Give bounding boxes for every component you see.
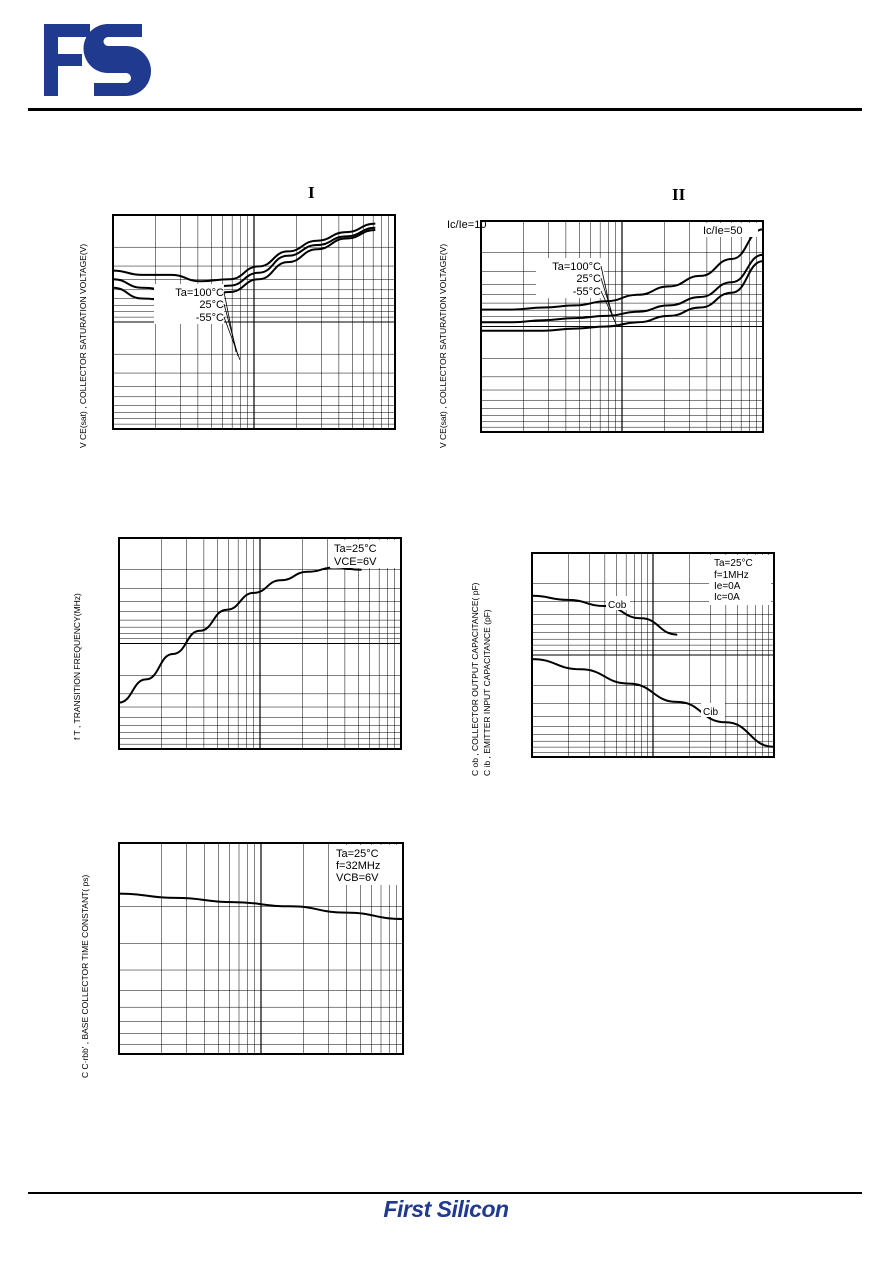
- chart1-legend-box: Ic/Ie=10: [447, 219, 487, 231]
- chart4-ylabel-cob: C ob , COLLECTOR OUTPUT CAPACITANCE( pF): [470, 582, 480, 776]
- chart3-ylabel: f T , TRANSITION FREQUENCY(MHz): [72, 593, 82, 740]
- chart2-label-m55: -55°C: [572, 286, 601, 298]
- chart4-label-cib: Cib: [703, 707, 719, 718]
- header-rule: [28, 108, 862, 111]
- chart4-label-cob: Cob: [608, 600, 627, 611]
- chart1-ylabel: V CE(sat) , COLLECTOR SATURATION VOLTAGE(V): [78, 243, 88, 448]
- chart-marker-I: I: [308, 183, 315, 202]
- chart3-legend-vce: VCE=6V: [334, 556, 377, 568]
- fs-logo: [44, 24, 144, 96]
- footer-rule: [28, 1192, 862, 1194]
- chart2-label-25: 25°C: [576, 273, 601, 285]
- series-line-0: [119, 568, 362, 703]
- chart4-ylabel-cib: C ib , EMITTER INPUT CAPACITANCE (pF): [482, 609, 492, 776]
- chart-time-constant: [118, 842, 404, 1055]
- chart5-legend-vcb: VCB=6V: [336, 872, 379, 884]
- chart-transition-frequency: [118, 537, 402, 750]
- chart-vcesat-ic50: [480, 220, 764, 433]
- chart4-legend-ic: Ic=0A: [714, 592, 740, 603]
- chart3-legend-ta: Ta=25°C: [334, 543, 377, 555]
- chart-marker-II: II: [672, 185, 686, 204]
- series-line--55-c: [113, 224, 375, 282]
- chart2-label-100: Ta=100°C: [552, 261, 601, 273]
- chart2-legend-box: Ic/Ie=50: [703, 225, 743, 237]
- chart4-legend-f: f=1MHz: [714, 570, 749, 581]
- chart1-label-100: Ta=100°C: [175, 287, 224, 299]
- chart5-legend-f: f=32MHz: [336, 860, 381, 872]
- chart-capacitance: [531, 552, 775, 758]
- chart5-ylabel: C C·rbb' , BASE COLLECTOR TIME CONSTANT( ps): [80, 874, 90, 1078]
- chart1-label-m55: -55°C: [195, 312, 224, 324]
- chart5-legend-ta: Ta=25°C: [336, 848, 379, 860]
- chart1-label-25: 25°C: [199, 299, 224, 311]
- chart2-ylabel: V CE(sat) , COLLECTOR SATURATION VOLTAGE(V): [438, 243, 448, 448]
- footer-brand: First Silicon: [383, 1196, 509, 1222]
- chart4-legend-ie: Ie=0A: [714, 581, 741, 592]
- series-line-25-c: [113, 228, 375, 292]
- chart4-legend-ta: Ta=25°C: [714, 558, 753, 569]
